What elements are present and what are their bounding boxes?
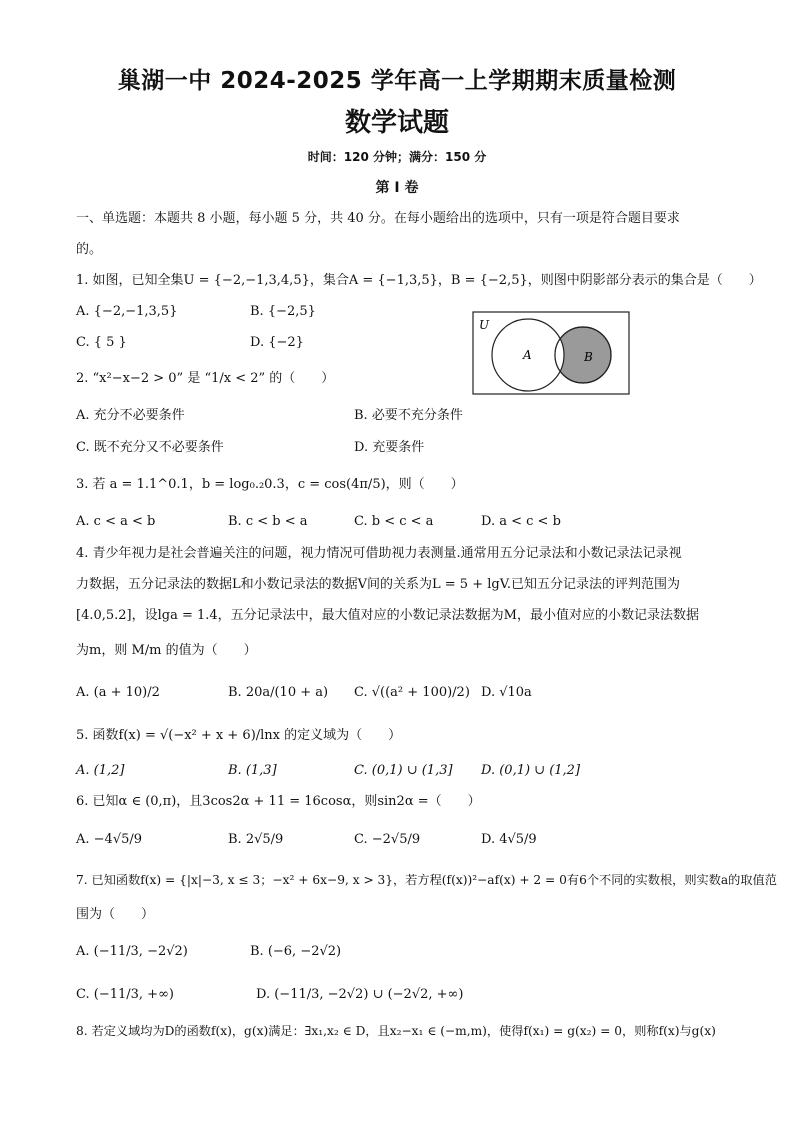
q2-option-b: B. 必要不充分条件: [354, 408, 463, 423]
q2-option-c: C. 既不充分又不必要条件: [76, 440, 224, 455]
q7-option-b: B. (−6, −2√2): [250, 944, 342, 959]
q6-option-d: D. 4√5/9: [481, 832, 537, 847]
q5-stem: 5. 函数f(x) = √(−x² + x + 6)/lnx 的定义域为（ ）: [76, 728, 402, 743]
venn-diagram: [472, 311, 630, 395]
q4-option-a: A. (a + 10)/2: [76, 685, 160, 700]
q3-option-c: C. b < c < a: [354, 514, 434, 529]
q5-option-c: C. (0,1) ∪ (1,3]: [354, 763, 453, 778]
q7-option-a: A. (−11/3, −2√2): [76, 944, 188, 959]
q5-option-b: B. (1,3]: [228, 763, 277, 778]
q6-stem: 6. 已知α ∈ (0,π)，且3cos2α + 11 = 16cosα，则sin2α =（ ）: [76, 794, 481, 809]
q2-option-d: D. 充要条件: [354, 440, 425, 455]
q4-line4: 为m，则 M/m 的值为（ ）: [76, 643, 257, 658]
q1-option-b: B. {−2,5}: [250, 304, 316, 319]
q3-stem: 3. 若 a = 1.1^0.1，b = log₀.₂0.3，c = cos(4π/5)，则（ ）: [76, 477, 464, 492]
q2-option-a: A. 充分不必要条件: [76, 408, 185, 423]
q3-option-b: B. c < b < a: [228, 514, 308, 529]
q7-line2: 围为（ ）: [76, 907, 155, 922]
section-intro-line2: 的。: [76, 242, 103, 257]
q5-option-d: D. (0,1) ∪ (1,2]: [481, 763, 581, 778]
q4-option-b: B. 20a/(10 + a): [228, 685, 329, 700]
venn-label-b: B: [584, 350, 593, 364]
q4-option-d: D. √10a: [481, 685, 532, 700]
section-intro-line1: 一、单选题：本题共 8 小题，每小题 5 分，共 40 分。在每小题给出的选项中，只有一项是符合题目要求: [76, 211, 680, 226]
q8-line1: 8. 若定义域均为D的函数f(x)，g(x)满足：∃x₁,x₂ ∈ D，且x₂−x₁ ∈ (−m,m)，使得f(x₁) = g(x₂) = 0，则称f(x)与g(x): [76, 1024, 716, 1038]
q6-option-a: A. −4√5/9: [76, 832, 143, 847]
q6-option-c: C. −2√5/9: [354, 832, 421, 847]
subject-title: 数学试题: [344, 108, 449, 138]
q1-stem: 1. 如图，已知全集U = {−2,−1,3,4,5}，集合A = {−1,3,5}，B = {−2,5}，则图中阴影部分表示的集合是（ ）: [76, 273, 762, 288]
q6-option-b: B. 2√5/9: [228, 832, 284, 847]
q4-line3: [4.0,5.2]，设lga = 1.4，五分记录法中，最大值对应的小数记录法数据为M，最小值对应的小数记录法数据: [76, 608, 699, 623]
q4-line2: 力数据，五分记录法的数据L和小数记录法的数据V间的关系为L = 5 + lgV.已知五分记录法的评判范围为: [76, 577, 680, 592]
q4-option-c: C. √((a² + 100)/2): [354, 685, 470, 700]
q1-option-c: C. { 5 }: [76, 335, 127, 350]
q3-option-a: A. c < a < b: [76, 514, 156, 529]
venn-label-u: U: [479, 318, 490, 332]
school-title: 巢湖一中 2024-2025 学年高一上学期期末质量检测: [117, 68, 677, 94]
exam-meta: 时间：120 分钟；满分：150 分: [307, 150, 487, 164]
venn-label-a: A: [523, 348, 532, 362]
q3-option-d: D. a < c < b: [481, 514, 561, 529]
q4-line1: 4. 青少年视力是社会普遍关注的问题，视力情况可借助视力表测量.通常用五分记录法和小数记录法记录视: [76, 546, 682, 561]
volume-label: 第 I 卷: [375, 180, 419, 196]
q1-option-a: A. {−2,−1,3,5}: [76, 304, 178, 319]
q7-line1: 7. 已知函数f(x) = {|x|−3, x ≤ 3；−x² + 6x−9, x > 3}，若方程(f(x))²−af(x) + 2 = 0有6个不同的实数根，则实数a的取值范: [76, 873, 777, 887]
q7-option-c: C. (−11/3, +∞): [76, 987, 174, 1002]
q2-stem: 2. “x²−x−2 > 0” 是 “1/x < 2” 的（ ）: [76, 371, 335, 386]
q1-option-d: D. {−2}: [250, 335, 304, 350]
q7-option-d: D. (−11/3, −2√2) ∪ (−2√2, +∞): [256, 987, 464, 1002]
q5-option-a: A. (1,2]: [76, 763, 125, 778]
